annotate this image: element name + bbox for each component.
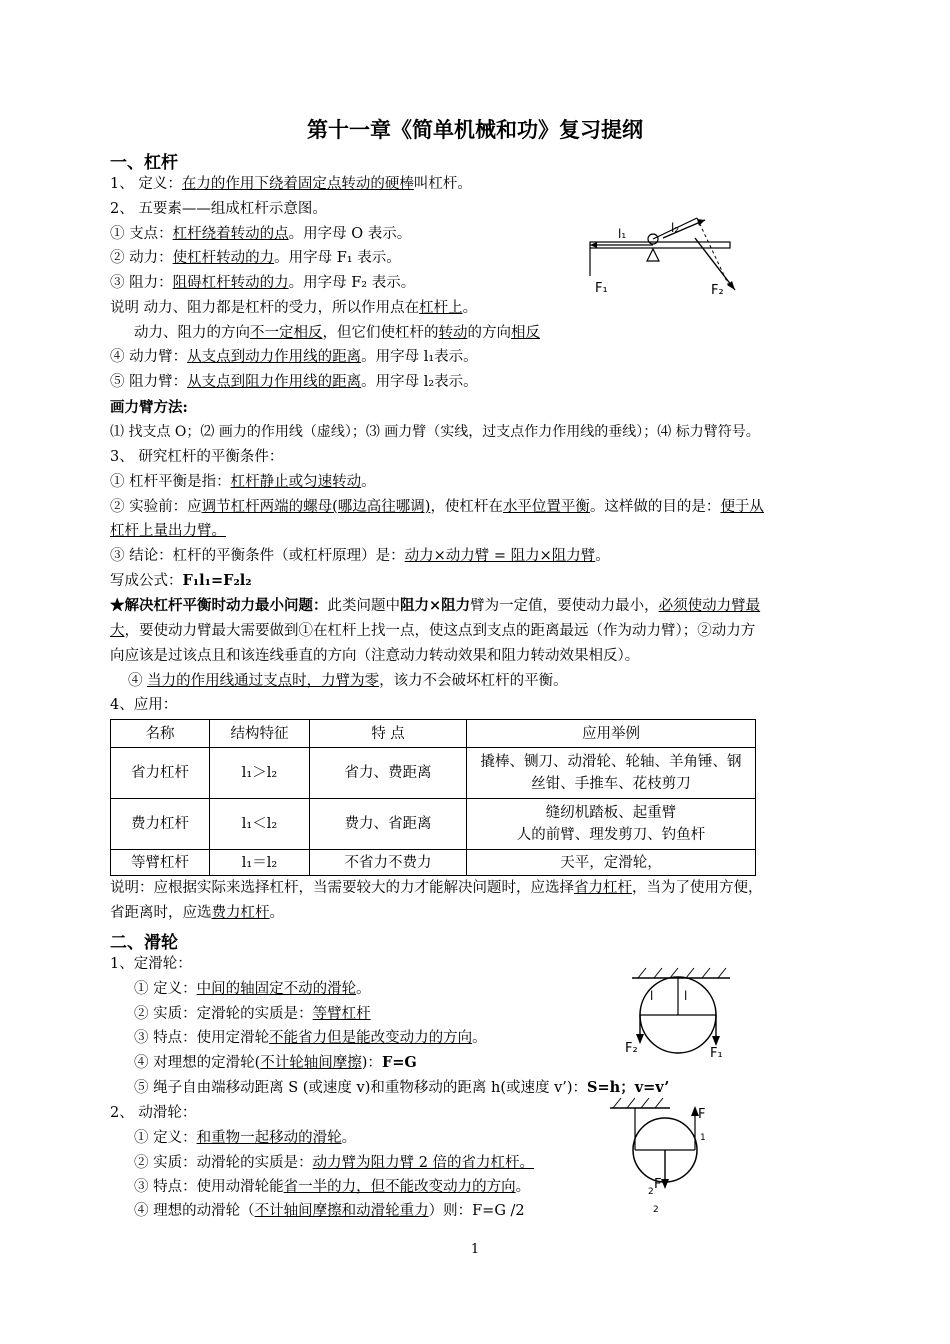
selection-note-1: 说明：应根据实际来选择杠杆，当需要较大的力才能解决问题时，应选择省力杠杆，当为了使用方便， <box>110 880 763 896</box>
fig-label-f2: F₂ <box>711 283 724 298</box>
fixed-pulley-ideal: ④ 对理想的定滑轮(不计轮轴间摩擦)：F=G <box>134 1054 417 1071</box>
lever-types-table <box>110 719 756 876</box>
fig-label-l2: l₂ <box>671 221 680 235</box>
fig-label-f1: F₁ <box>710 1046 723 1061</box>
table-cell: 省力、费距离 <box>310 748 467 799</box>
table-header-row <box>111 720 756 748</box>
fig-subscript: 2 <box>648 1187 654 1197</box>
fixed-pulley-definition: ① 定义：中间的轴固定不动的滑轮。 <box>134 981 371 997</box>
table-row <box>111 850 756 876</box>
table-cell: 撬棒、铡刀、动滑轮、轮轴、羊角锤、钢 丝钳、手推车、花枝剪刀 <box>467 748 756 799</box>
table-header: 结构特征 <box>210 720 310 748</box>
zero-arm-note: ④ 当力的作用线通过支点时，力臂为零，该力不会破坏杠杆的平衡。 <box>128 673 568 689</box>
section-heading-lever: 一、杠杆 <box>110 153 178 173</box>
table-cell: 天平，定滑轮， <box>467 850 756 876</box>
table-cell: 不省力不费力 <box>310 850 467 876</box>
lever-five-elements: 2、 五要素——组成杠杆示意图。 <box>110 201 327 217</box>
page-number: 1 <box>470 1242 480 1257</box>
table-header: 名称 <box>111 720 210 748</box>
movable-pulley-feature: ③ 特点：使用动滑轮能省一半的力，但不能改变动力的方向。 <box>134 1179 531 1195</box>
balance-conclusion: ③ 结论：杠杆的平衡条件（或杠杆原理）是：动力×动力臂 = 阻力×阻力臂。 <box>110 548 610 564</box>
resistance-arm-item: ⑤ 阻力臂：从支点到阻力作用线的距离。用字母 l₂表示。 <box>110 374 478 390</box>
lever-diagram <box>585 208 755 308</box>
table-cell: 费力、省距离 <box>310 799 467 850</box>
note-forces: 说明 动力、阻力都是杠杆的受力，所以作用点在杠杆上。 <box>110 300 478 316</box>
movable-pulley-diagram <box>605 1090 725 1220</box>
selection-note-2: 省距离时，应选费力杠杆。 <box>110 905 284 921</box>
balance-formula: 写成公式：F₁l₁=F₂l₂ <box>110 572 252 589</box>
table-cell: l₁＝l₂ <box>210 850 310 876</box>
experiment-prep-cont: 杠杆上量出力臂。 <box>110 523 226 539</box>
effort-item: ② 动力：使杠杆转动的力。用字母 F₁ 表示。 <box>110 250 401 266</box>
fixed-pulley-essence: ② 实质：定滑轮的实质是：等臂杠杆 <box>134 1006 371 1022</box>
note-directions: 动力、阻力的方向不一定相反，但它们使杠杆的转动的方向相反 <box>134 325 540 341</box>
section-heading-pulley: 二、滑轮 <box>110 933 178 953</box>
min-force-line-2: 大，要使动力臂最大需要做到①在杠杆上找一点，使这点到支点的距离最远（作为动力臂）；②动力方 <box>110 623 756 639</box>
experiment-prep: ② 实验前：应调节杠杆两端的螺母(哪边高往哪调)，使杠杆在水平位置平衡。这样做的目的是：便于从 <box>110 499 764 515</box>
applications-heading: 4、应用： <box>110 697 178 713</box>
min-force-line-1: ★解决杠杆平衡时动力最小问题：此类问题中阻力×阻力臂为一定值，要使动力最小，必须使动力臂最 <box>110 597 761 614</box>
arm-method-heading: 画力臂方法: <box>110 399 188 416</box>
table-cell: 等臂杠杆 <box>111 850 210 876</box>
movable-pulley-ideal: ④ 理想的动滑轮（不计轴间摩擦和动滑轮重力）则：F=G /2 <box>134 1203 525 1219</box>
movable-pulley-heading: 2、 动滑轮： <box>110 1105 197 1121</box>
effort-arm-item: ④ 动力臂：从支点到动力作用线的距离。用字母 l₁表示。 <box>110 349 478 365</box>
arm-method-steps: ⑴ 找支点 O；⑵ 画力的作用线（虚线）；⑶ 画力臂（实线，过支点作力作用线的垂线）；⑷ 标力臂符号。 <box>110 424 760 440</box>
table-header: 应用举例 <box>467 720 756 748</box>
table-cell: 缝纫机踏板、起重臂 人的前臂、理发剪刀、钓鱼杆 <box>467 799 756 850</box>
table-row <box>111 748 756 799</box>
table-row <box>111 799 756 850</box>
table-cell: 省力杠杆 <box>111 748 210 799</box>
table-cell: l₁＜l₂ <box>210 799 310 850</box>
fixed-pulley-heading: 1、定滑轮： <box>110 956 192 972</box>
fig-label-l1: l₁ <box>618 227 627 241</box>
balance-meaning: ① 杠杆平衡是指：杠杆静止或匀速转动。 <box>110 474 376 490</box>
fig-label-f: F <box>654 1177 662 1192</box>
fixed-pulley-diagram <box>620 960 740 1070</box>
fig-label-l: l <box>650 989 654 1003</box>
movable-pulley-definition: ① 定义：和重物一起移动的滑轮。 <box>134 1130 357 1146</box>
movable-pulley-essence: ② 实质：动滑轮的实质是：动力臂为阻力臂 2 倍的省力杠杆。 <box>134 1155 535 1171</box>
lever-definition: 1、 定义：在力的作用下绕着固定点转动的硬棒叫杠杆。 <box>110 176 472 192</box>
fig-subscript: 1 <box>700 1133 706 1143</box>
fig-label-f1: F₁ <box>595 281 608 296</box>
fig-label-f: F <box>698 1107 706 1122</box>
fulcrum-item: ① 支点：杠杆绕着转动的点。用字母 O 表示。 <box>110 226 412 242</box>
fig-subscript: 2 <box>653 1205 659 1215</box>
fixed-pulley-distance: ⑤ 绳子自由端移动距离 S (或速度 v)和重物移动的距离 h(或速度 v’)：S=h；v=v’ <box>134 1079 670 1096</box>
resistance-item: ③ 阻力：阻碍杠杆转动的力。用字母 F₂ 表示。 <box>110 275 416 291</box>
table-cell: l₁＞l₂ <box>210 748 310 799</box>
fig-label-l: l <box>684 989 688 1003</box>
table-cell: 费力杠杆 <box>111 799 210 850</box>
table-header: 特 点 <box>310 720 467 748</box>
min-force-line-3: 向应该是过该点且和该连线垂直的方向（注意动力转动效果和阻力转动效果相反）。 <box>110 648 640 664</box>
fig-label-f2: F₂ <box>625 1041 638 1056</box>
balance-heading: 3、 研究杠杆的平衡条件： <box>110 449 284 465</box>
page-title: 第十一章《简单机械和功》复习提纲 <box>307 118 643 142</box>
fixed-pulley-feature: ③ 特点：使用定滑轮不能省力但是能改变动力的方向。 <box>134 1030 487 1046</box>
